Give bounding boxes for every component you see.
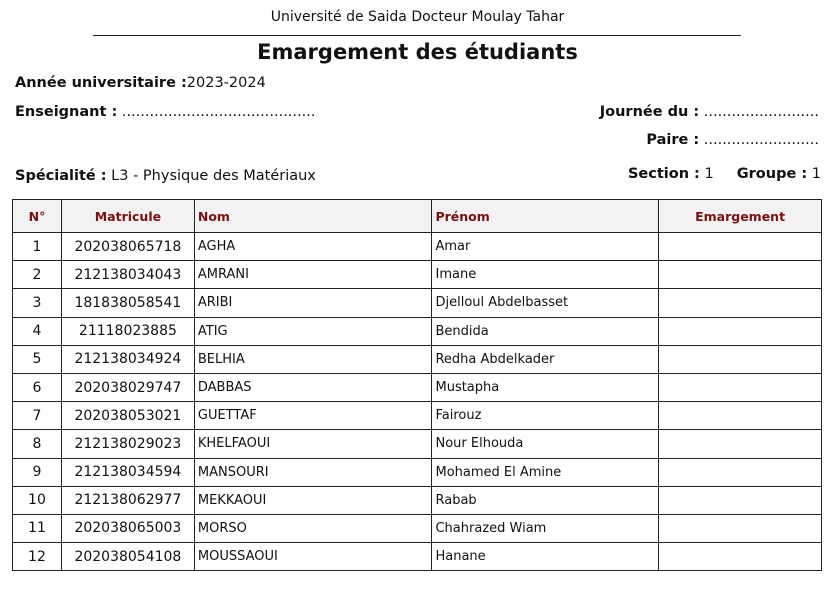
- annee-line: [15, 75, 266, 91]
- cell-emargement[interactable]: [659, 345, 822, 373]
- section-groupe-line: [628, 166, 821, 182]
- cell-num: 9: [13, 458, 62, 486]
- cell-prenom: Djelloul Abdelbasset: [432, 289, 659, 317]
- cell-matricule: 202038065718: [61, 233, 194, 261]
- cell-matricule: 202038065003: [61, 514, 194, 542]
- cell-nom: MORSO: [194, 514, 432, 542]
- groupe-value: 1: [811, 166, 821, 182]
- cell-matricule: 202038053021: [61, 402, 194, 430]
- cell-nom: KHELFAOUI: [194, 430, 432, 458]
- cell-matricule: 212138034924: [61, 345, 194, 373]
- cell-emargement[interactable]: [659, 430, 822, 458]
- cell-matricule: 21118023885: [61, 317, 194, 345]
- paire-label: Paire :: [646, 132, 700, 148]
- table-row: [13, 486, 822, 514]
- paire-value: .........................: [703, 132, 819, 148]
- cell-num: 5: [13, 345, 62, 373]
- header-matricule: Matricule: [61, 200, 194, 233]
- cell-matricule: 202038054108: [61, 543, 194, 571]
- cell-num: 12: [13, 543, 62, 571]
- paire-line: [646, 132, 819, 148]
- cell-nom: AMRANI: [194, 261, 432, 289]
- table-row: [13, 402, 822, 430]
- table-row: [13, 430, 822, 458]
- cell-emargement[interactable]: [659, 402, 822, 430]
- annee-label: Année universitaire :: [15, 75, 187, 91]
- cell-prenom: Hanane: [432, 543, 659, 571]
- cell-nom: DABBAS: [194, 373, 432, 401]
- enseignant-label: Enseignant :: [15, 104, 118, 120]
- cell-nom: GUETTAF: [194, 402, 432, 430]
- cell-matricule: 181838058541: [61, 289, 194, 317]
- cell-nom: MANSOURI: [194, 458, 432, 486]
- cell-num: 7: [13, 402, 62, 430]
- table-row: [13, 261, 822, 289]
- enseignant-value: ..........................................: [121, 104, 316, 120]
- cell-num: 1: [13, 233, 62, 261]
- enseignant-line: [15, 104, 315, 120]
- cell-matricule: 212138029023: [61, 430, 194, 458]
- journee-label: Journée du :: [599, 104, 700, 120]
- cell-nom: MEKKAOUI: [194, 486, 432, 514]
- section-label: Section :: [627, 166, 700, 182]
- cell-emargement[interactable]: [659, 317, 822, 345]
- journee-value: .........................: [703, 104, 819, 120]
- cell-emargement[interactable]: [659, 373, 822, 401]
- cell-matricule: 212138034043: [61, 261, 194, 289]
- header-prenom: Prénom: [432, 200, 659, 233]
- specialite-line: [15, 168, 316, 184]
- cell-num: 8: [13, 430, 62, 458]
- cell-prenom: Redha Abdelkader: [432, 345, 659, 373]
- cell-prenom: Nour Elhouda: [432, 430, 659, 458]
- page-title: Emargement des étudiants: [257, 40, 578, 64]
- cell-emargement[interactable]: [659, 233, 822, 261]
- cell-emargement[interactable]: [659, 261, 822, 289]
- table-row: [13, 289, 822, 317]
- cell-nom: MOUSSAOUI: [194, 543, 432, 571]
- table-row: [13, 233, 822, 261]
- header-nom: Nom: [194, 200, 432, 233]
- cell-emargement[interactable]: [659, 514, 822, 542]
- cell-emargement[interactable]: [659, 543, 822, 571]
- groupe-label: Groupe :: [736, 166, 808, 182]
- header-emargement: Emargement: [659, 200, 822, 233]
- cell-prenom: Mohamed El Amine: [432, 458, 659, 486]
- header-num: N°: [13, 200, 62, 233]
- cell-prenom: Amar: [432, 233, 659, 261]
- table-row: [13, 514, 822, 542]
- specialite-label: Spécialité :: [15, 168, 107, 184]
- annee-value: 2023-2024: [186, 75, 266, 91]
- cell-nom: BELHIA: [194, 345, 432, 373]
- cell-num: 4: [13, 317, 62, 345]
- university-name: Université de Saida Docteur Moulay Tahar: [270, 9, 565, 25]
- cell-num: 6: [13, 373, 62, 401]
- cell-prenom: Rabab: [432, 486, 659, 514]
- cell-emargement[interactable]: [659, 458, 822, 486]
- table-row: [13, 317, 822, 345]
- journee-line: [600, 104, 819, 120]
- header-divider: [93, 35, 741, 36]
- attendance-table: [12, 199, 822, 571]
- cell-prenom: Bendida: [432, 317, 659, 345]
- table-row: [13, 543, 822, 571]
- section-value: 1: [704, 166, 714, 182]
- cell-prenom: Mustapha: [432, 373, 659, 401]
- table-row: [13, 458, 822, 486]
- cell-matricule: 202038029747: [61, 373, 194, 401]
- cell-prenom: Chahrazed Wiam: [432, 514, 659, 542]
- cell-num: 11: [13, 514, 62, 542]
- specialite-value: L3 - Physique des Matériaux: [111, 168, 316, 184]
- cell-num: 10: [13, 486, 62, 514]
- table-row: [13, 373, 822, 401]
- cell-num: 2: [13, 261, 62, 289]
- cell-nom: ARIBI: [194, 289, 432, 317]
- cell-nom: ATIG: [194, 317, 432, 345]
- cell-prenom: Imane: [432, 261, 659, 289]
- cell-num: 3: [13, 289, 62, 317]
- table-row: [13, 345, 822, 373]
- table-header-row: [13, 200, 822, 233]
- cell-emargement[interactable]: [659, 289, 822, 317]
- cell-prenom: Fairouz: [432, 402, 659, 430]
- cell-emargement[interactable]: [659, 486, 822, 514]
- cell-matricule: 212138034594: [61, 458, 194, 486]
- cell-matricule: 212138062977: [61, 486, 194, 514]
- cell-nom: AGHA: [194, 233, 432, 261]
